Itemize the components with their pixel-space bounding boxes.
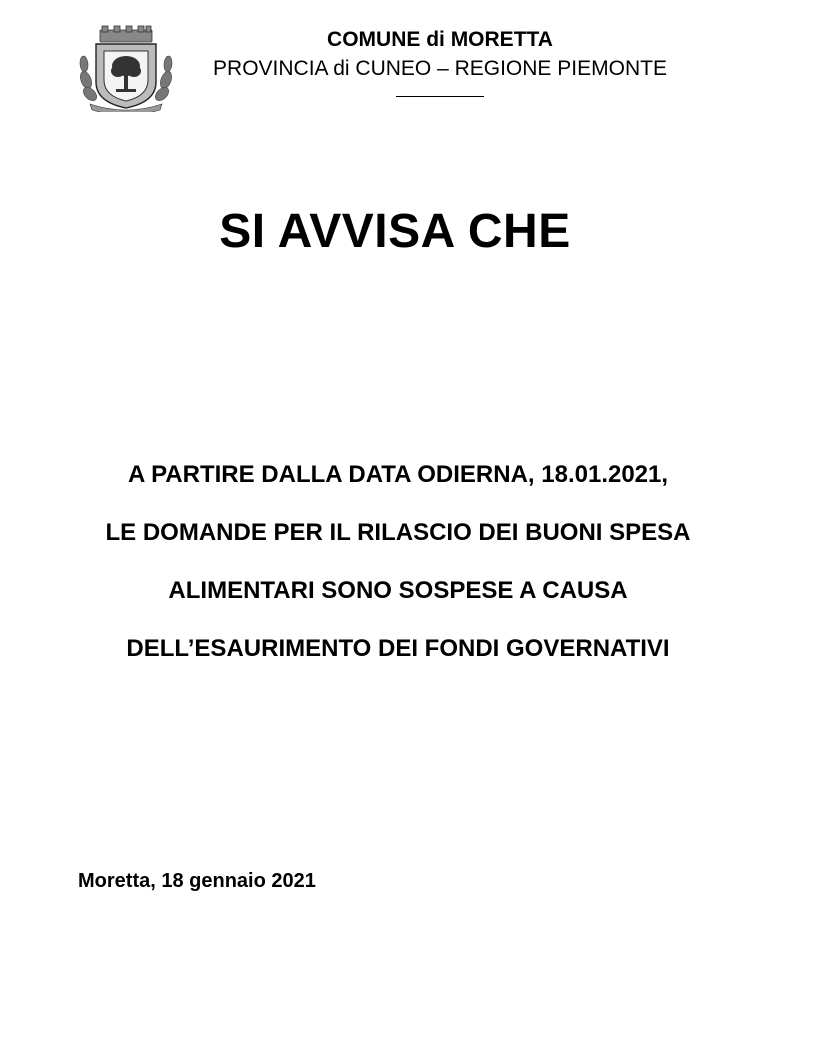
notice-line: ALIMENTARI SONO SOSPESE A CAUSA bbox=[168, 577, 628, 604]
notice-line: A PARTIRE DALLA DATA ODIERNA, 18.01.2021, bbox=[127, 461, 669, 488]
header-divider bbox=[396, 96, 484, 97]
province-region: PROVINCIA di CUNEO – REGIONE PIEMONTE bbox=[213, 57, 667, 80]
place-and-date: Moretta, 18 gennaio 2021 bbox=[78, 870, 316, 892]
notice-line: LE DOMANDE PER IL RILASCIO DEI BUONI SPESA bbox=[105, 519, 691, 546]
notice-body bbox=[0, 452, 796, 684]
notice-heading: SI AVVISA CHE bbox=[219, 205, 571, 258]
municipal-crest-icon bbox=[76, 24, 176, 112]
notice-line: DELL’ESAURIMENTO DEI FONDI GOVERNATIVI bbox=[126, 635, 670, 662]
municipality-name: COMUNE di MORETTA bbox=[327, 28, 553, 51]
document-header bbox=[190, 26, 690, 97]
